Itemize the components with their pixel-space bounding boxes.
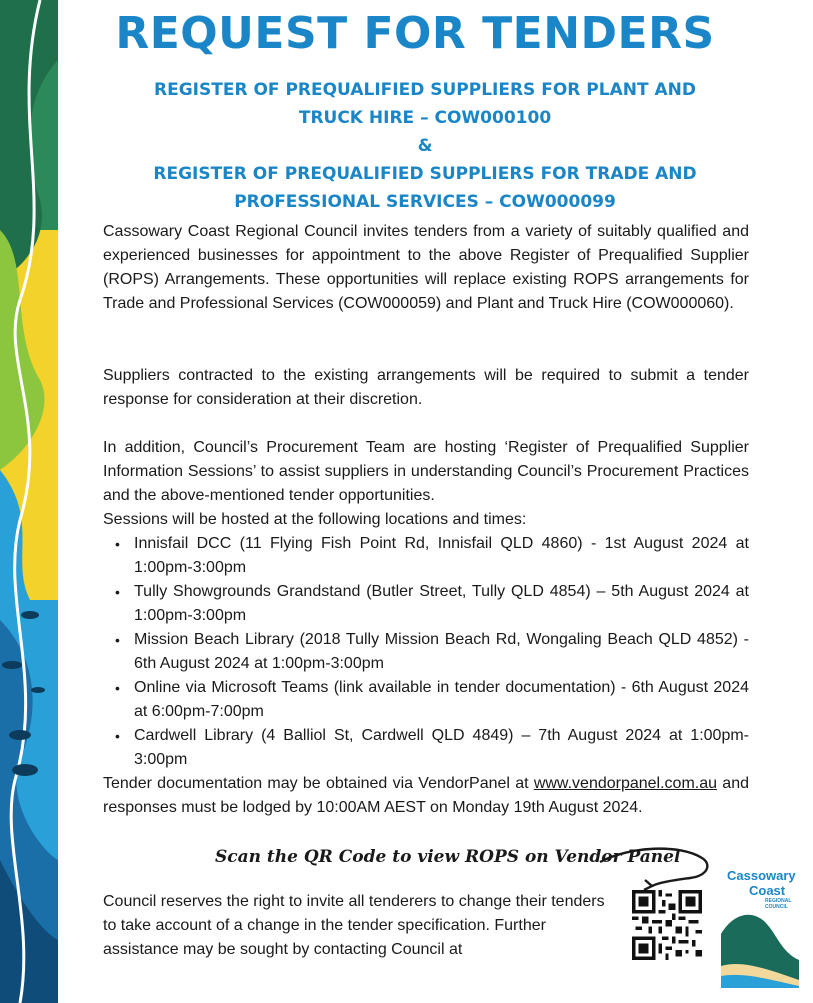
list-item: • Innisfail DCC (11 Flying Fish Point Rd, Innisfail QLD 4860) - 1st August 2024 at 1:00pm-3:00pm — [103, 532, 749, 580]
list-item: • Cardwell Library (4 Balliol St, Cardwell QLD 4849) – 7th August 2024 at 1:00pm-3:00pm — [103, 724, 749, 772]
documentation-text: Tender documentation may be obtained via VendorPanel at — [103, 775, 529, 792]
logo-text-line-3: REGIONAL COUNCIL — [765, 898, 792, 910]
subheading-ampersand: & — [417, 136, 433, 156]
subheading-line-4: PROFESSIONAL SERVICES – COW000099 — [234, 192, 616, 212]
list-item: • Online via Microsoft Teams (link available in tender documentation) - 6th August 2024 at 6:00pm-7:00pm — [103, 676, 749, 724]
page-title: REQUEST FOR TENDERS — [115, 8, 715, 59]
information-sessions-paragraph: In addition, Council’s Procurement Team are hosting ‘Register of Prequalified Supplier Information Sessions’ to assist suppliers in understanding Council’s Procurement Practices and the above-mentioned tender opportunities. — [103, 439, 749, 504]
subheading-line-2: TRUCK HIRE – COW000100 — [298, 108, 552, 128]
sessions-list — [103, 532, 749, 772]
sessions-intro: Sessions will be hosted at the following locations and times: — [103, 511, 527, 528]
subheading-plant-truck — [100, 76, 750, 132]
subheading-line-3: REGISTER OF PREQUALIFIED SUPPLIERS FOR TRADE AND — [153, 164, 697, 184]
list-item: • Mission Beach Library (2018 Tully Mission Beach Rd, Wongaling Beach QLD 4852) - 6th August 2024 at 1:00pm-3:00pm — [103, 628, 749, 676]
decorative-side-artwork — [0, 0, 58, 1003]
qr-code-icon[interactable] — [632, 890, 702, 960]
documentation-deadline: and responses must be lodged by 10:00AM AEST on Monday 19th August 2024. — [103, 775, 749, 816]
council-logo — [721, 864, 799, 988]
footer-paragraph: Council reserves the right to invite all tenderers to change their tenders to take account of a change in the tender specification. Further assistance may be sought by contacting Council at — [103, 893, 605, 958]
logo-text-line-1: Cassowary — [727, 868, 796, 883]
logo-text-line-2: Coast — [749, 883, 786, 898]
documentation-paragraph — [103, 772, 749, 820]
subheading-trade-professional — [100, 160, 750, 216]
existing-suppliers-paragraph: Suppliers contracted to the existing arrangements will be required to submit a tender response for consideration at their discretion. — [103, 367, 749, 408]
qr-caption: Scan the QR Code to view ROPS on Vendor Panel — [215, 847, 681, 867]
subheading-line-1: REGISTER OF PREQUALIFIED SUPPLIERS FOR PLANT AND — [154, 80, 696, 100]
vendorpanel-link[interactable]: www.vendorpanel.com.au — [533, 775, 718, 792]
intro-paragraph: Cassowary Coast Regional Council invites tenders from a variety of suitably qualified and experienced businesses for appointment to the above Register of Prequalified Supplier (ROPS) Arrangements. These opportunities will replace existing ROPS arrangements for Trade and Professional Services (COW000059) and Plant and Truck Hire (COW000060). — [103, 223, 749, 312]
list-item: • Tully Showgrounds Grandstand (Butler Street, Tully QLD 4854) – 5th August 2024 at 1:00pm-3:00pm — [103, 580, 749, 628]
